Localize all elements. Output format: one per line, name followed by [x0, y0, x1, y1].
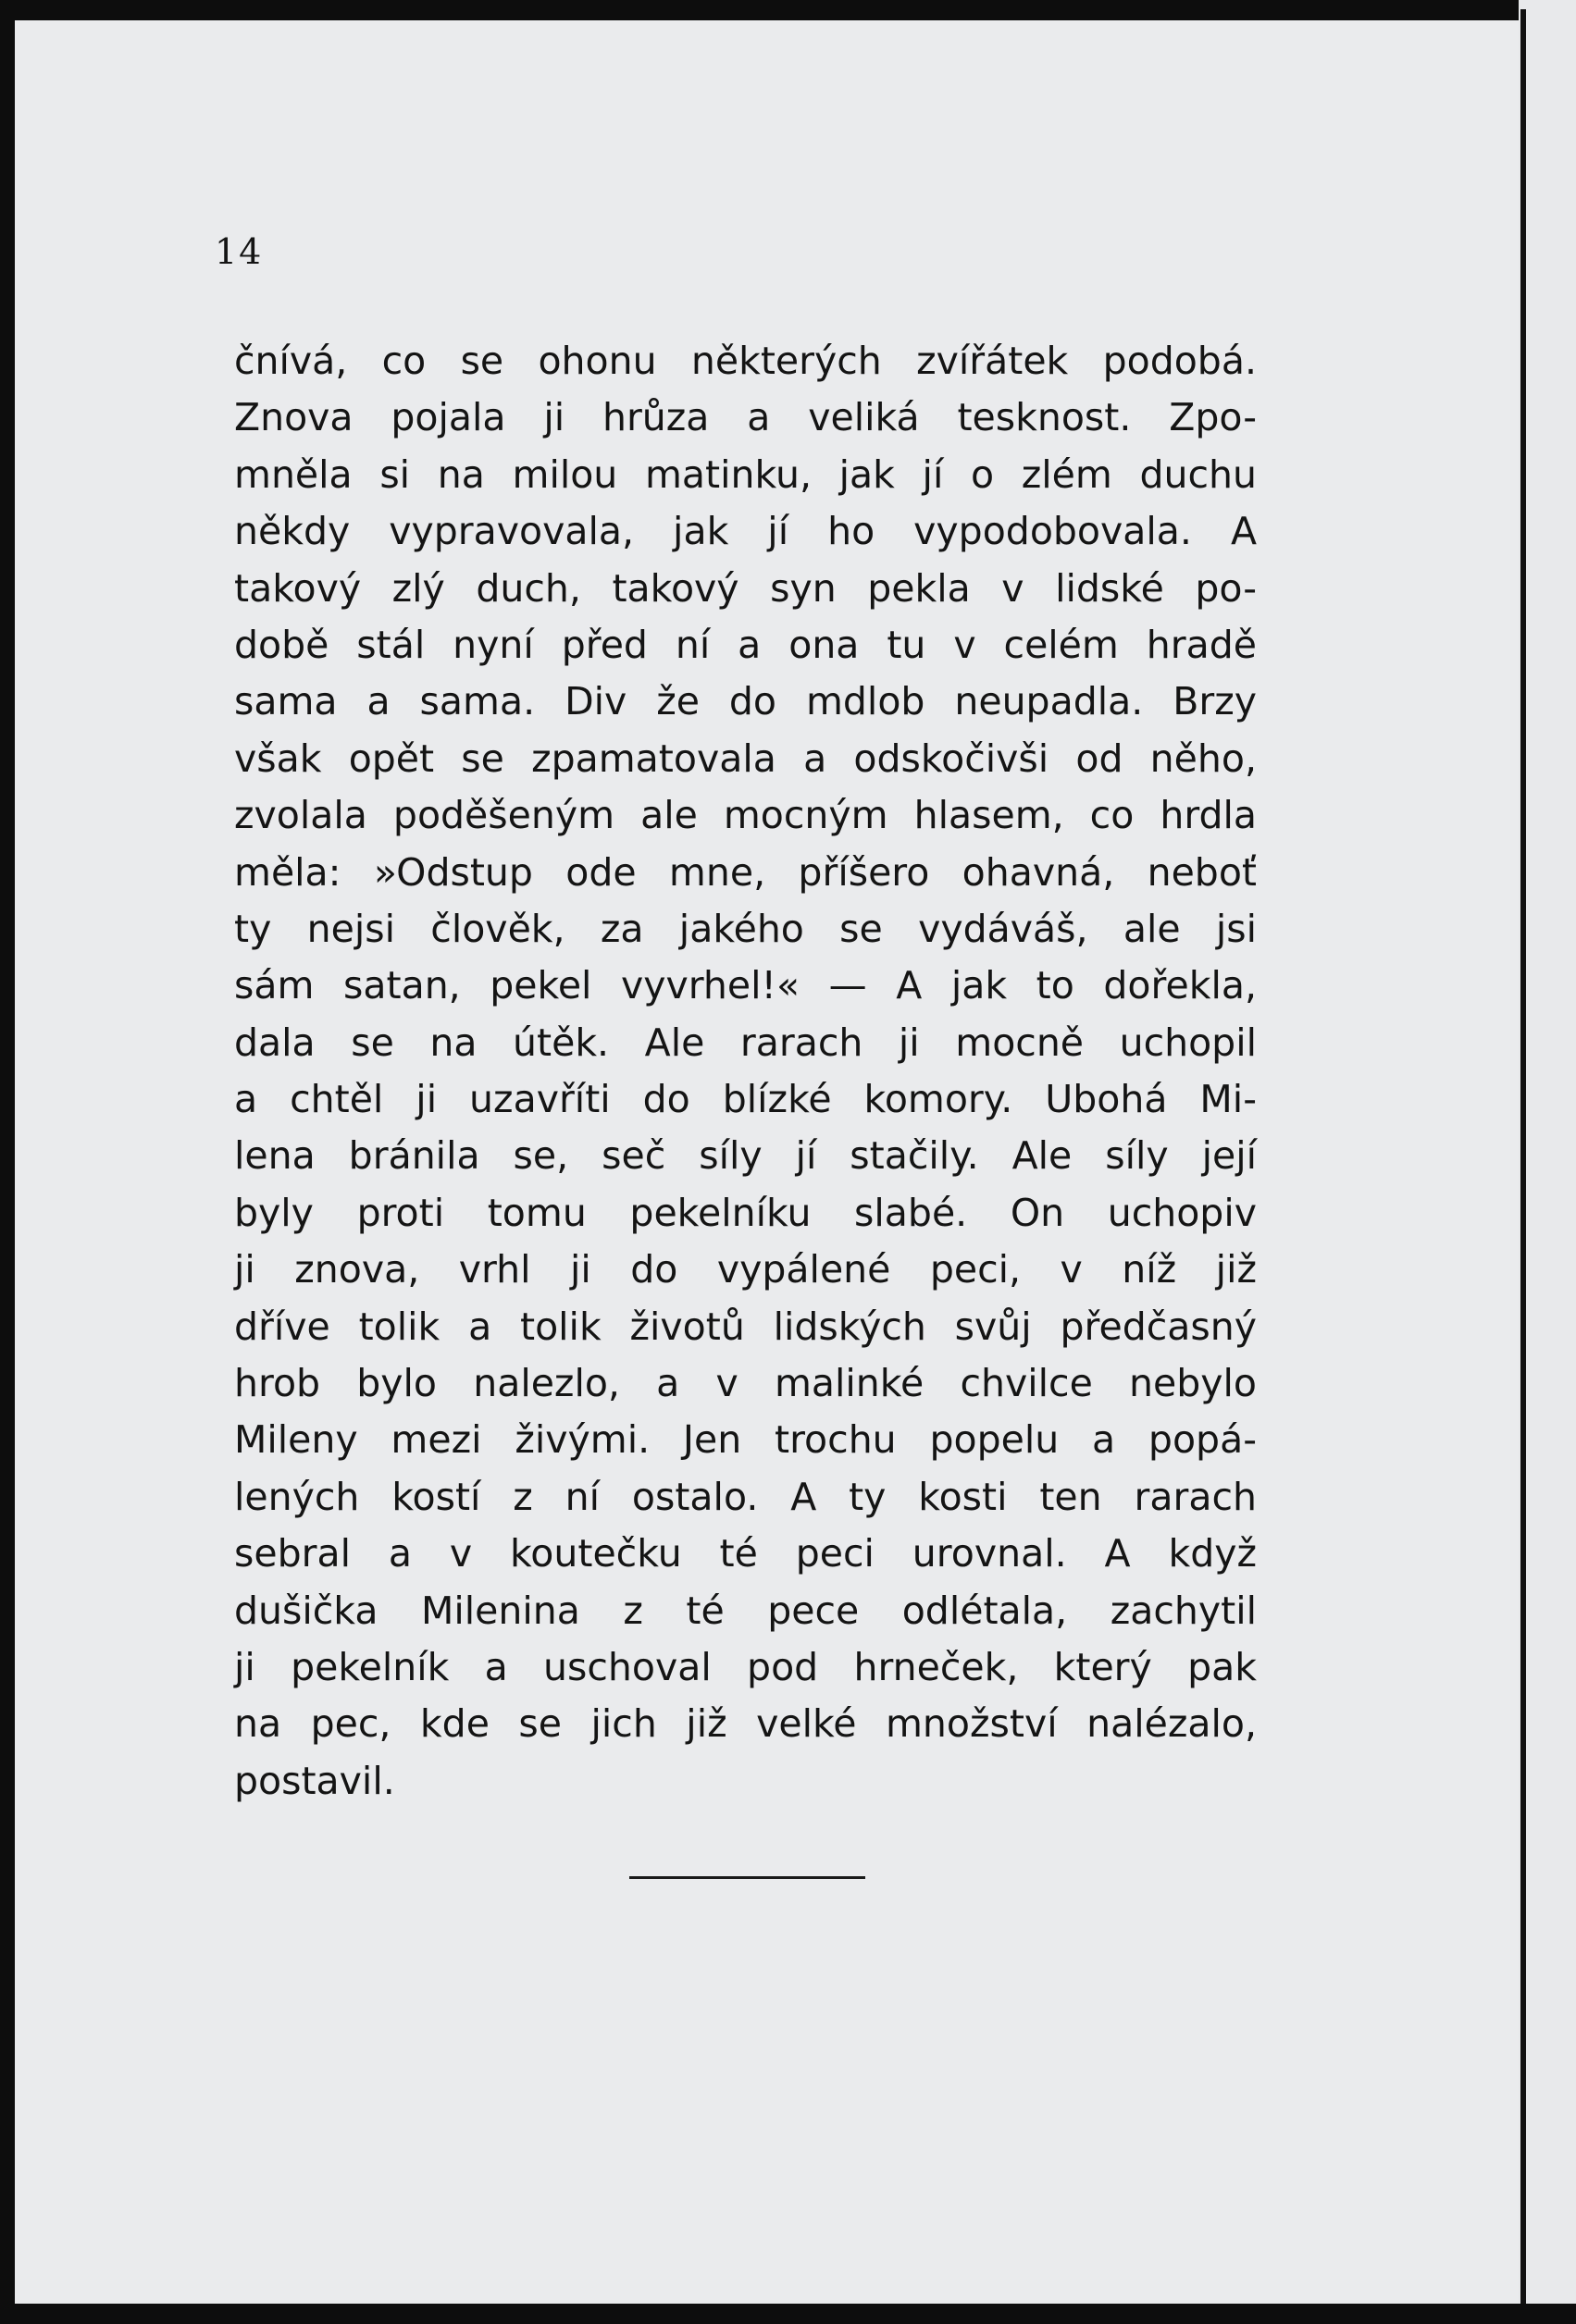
- text-line: na pec, kde se jich již velké množství nalézalo,: [234, 1701, 1257, 1747]
- text-line: takový zlý duch, takový syn pekla v lidské po-: [234, 565, 1257, 611]
- text-line: ji pekelník a uschoval pod hrneček, který pak: [234, 1644, 1257, 1689]
- text-line: dušička Milenina z té pece odlétala, zachytil: [234, 1588, 1257, 1633]
- text-line: ji znova, vrhl ji do vypálené peci, v níž již: [234, 1247, 1257, 1292]
- section-end-rule: [629, 1876, 865, 1879]
- body-text: [234, 333, 1257, 1810]
- text-line: dříve tolik a tolik životů lidských svůj předčasný: [234, 1304, 1257, 1349]
- text-line: sám satan, pekel vyvrhel!« — A jak to dořekla,: [234, 963, 1257, 1008]
- text-line: zvolala poděšeným ale mocným hlasem, co hrdla: [234, 793, 1257, 838]
- text-line: dala se na útěk. Ale rarach ji mocně uchopil: [234, 1020, 1257, 1065]
- text-line: lena bránila se, seč síly jí stačily. Ale síly její: [234, 1133, 1257, 1179]
- text-line: a chtěl ji uzavříti do blízké komory. Ubohá Mi-: [234, 1077, 1257, 1122]
- text-line: hrob bylo nalezlo, a v malinké chvilce nebylo: [234, 1361, 1257, 1406]
- text-line-last: postavil.: [234, 1758, 395, 1803]
- text-line: době stál nyní před ní a ona tu v celém hradě: [234, 622, 1257, 667]
- scan-bottom-border: [0, 2304, 1576, 2324]
- text-line: někdy vypravovala, jak jí ho vypodobovala. A: [234, 509, 1257, 554]
- page-right-edge: [1519, 0, 1576, 2324]
- text-line: sama a sama. Div že do mdlob neupadla. Brzy: [234, 679, 1257, 724]
- text-line: sebral a v koutečku té peci urovnal. A když: [234, 1531, 1257, 1576]
- text-line: byly proti tomu pekelníku slabé. On uchopiv: [234, 1190, 1257, 1235]
- text-line: čnívá, co se ohonu některých zvířátek podobá.: [234, 339, 1257, 383]
- binding-edge-line: [1520, 9, 1526, 2313]
- text-line: ty nejsi člověk, za jakého se vydáváš, ale jsi: [234, 906, 1257, 951]
- text-line: Mileny mezi živými. Jen trochu popelu a popá-: [234, 1417, 1257, 1463]
- text-line: však opět se zpamatovala a odskočivši od něho,: [234, 736, 1257, 781]
- text-line: měla: »Odstup ode mne, příšero ohavná, neboť: [234, 849, 1257, 895]
- page-number: 14: [215, 231, 264, 272]
- text-line: Znova pojala ji hrůza a veliká tesknost. Zpo-: [234, 395, 1257, 440]
- text-line: lených kostí z ní ostalo. A ty kosti ten rarach: [234, 1474, 1257, 1519]
- text-line: mněla si na milou matinku, jak jí o zlém duchu: [234, 451, 1257, 497]
